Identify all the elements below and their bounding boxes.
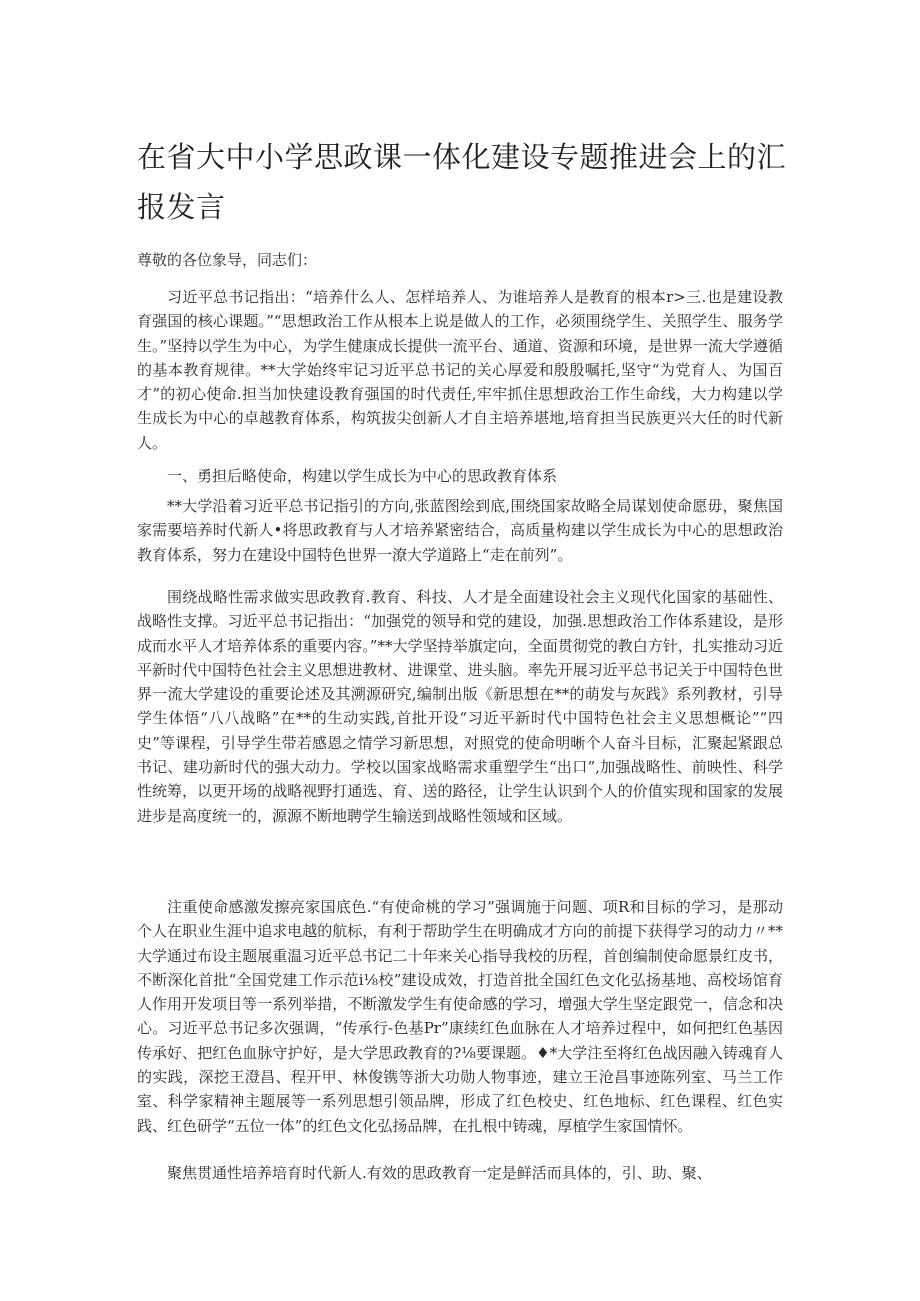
paragraph-strategic-needs: 围绕战略性需求做实思政教育.教育、科技、人才是全面建设社会主义现代化国家的基础性、战略性支撑。习近平总书记指出：“加强党的领导和党的建设，加强.思想政治工作体系建设，是形成而水平人才培养体系的重要内容。”**大学坚持举旗定向，全面贯彻党的教白方针，扎实推动习近平新时代中国特色社会主义思想进教材、进课堂、进头脑。率先开展习近平总书记关于中国特色世界一流大学建设的重要论述及其溯源研究,编制出版《新思想在**的萌发与灰践》系列教材，引导学生体悟“八八战略”在**的生动实践,首批开设“习近平新时代中国特色社会主义思想概论”“四史”等课程，引导学生带若感恩之情学习新思想，对照党的使命明晰个人奋斗目标，汇聚起紧跟总书记、建功新时代的强大动力。学校以国家战略需求重塑学生“出口”,加强战略性、前映性、科学性统筹，以更开场的战略视野打通选、育、送的路径，让学生认识到个人的价值实现和国家的发展进步是高度统一的，源源不断地聘学生输送到战略性领域和区域。 <box>137 588 783 825</box>
salutation: 尊敬的各位象导，同志们： <box>137 251 318 269</box>
title-line-1: 在省大中小学思政课一体化建设专题推进会上的汇 <box>137 140 787 174</box>
document-title <box>137 132 787 232</box>
title-line-2: 报发言 <box>137 190 226 224</box>
paragraph-section1-overview: **大学沿着习近平总书记指引的方向,张蓝图绘到底,围绕国家故略全局谋划使命愿毋，聚焦国家需要培养时代新人•将思政教育与人才培养紧密结合，高质量构建以学生成长为中心的思想政治教育体系，努力在建设中国特色世界一潦大学道路上“走在前列”。 <box>137 497 783 564</box>
paragraph-integrated-training: 聚焦贯通性培养培育时代新人.有效的思政教育一定是鲜活而具体的，引、助、聚、 <box>167 1164 712 1182</box>
paragraph-intro: 习近平总书记指出：“培养什么人、怎样培养人、为谁培养人是教育的根本r>三.也是建设教育强国的核心课题。”“思想政治工作从根本上说是做人的工作，必须围绕学生、关照学生、服务学生。”坚持以学生为中心，为学生健康成长提供一流平台、通道、资源和环境，是世界一流大学遵循的基本教育规律。**大学始终牢记习近平总书记的关心厚爱和殷殷嘱托,坚守“为党育人、为国百才”的初心使命.担当加快建设教育强国的时代责任,牢牢抓住思想政治工作生命线，大力构建以学生成长为中心的卓越教育体系，构筑拔尖创新人才自主培养堪地,培育担当民族更兴大任的时代新人。 <box>137 288 783 452</box>
section-heading-1: 一、勇担后略使命，构建以学生成长为中心的思政教育体系 <box>167 467 558 485</box>
paragraph-mission: 注重使命感激发擦亮家国底色.“有使命桃的学习”强调施于问题、项R和目标的学习，是那动个人在职业生涯中追求电越的航标，有利于帮助学生在明确成才方向的前提下获得学习的动力〃**大学通过布设主题展重温习近平总书记二十年来关心指导我校的历程，首创编制使命愿景红皮书，不断深化首批“全国党建工作示范i⅛校”建设成效，打造首批全国红色文化弘扬基地、高校场馆育人作用开发项目等一系列举措，不断激发学生有使命感的学习，增强大学生坚定跟党一，信念和决心。习近平总书记多次强调，“传承行-色基Pr”康续红色血脉在人才培养过程中，如何把红色基因传承好、把红色血脉守护好，是大学思政教育的?⅛要课题。♦*大学注至将红色战因融入铸魂育人的实践，深挖王澄昌、程开甲、林俊镌等浙大功勋人物事迹，建立王沧昌事迹陈列室、马兰工作室、科学家精神主题展等一系列思想引领品牌，形成了红色校史、红色地标、红色课程、红色实践、红色研学“五位一体”的红色文化弘扬品牌，在扎根中铸魂，厚植学生家国情怀。 <box>137 898 783 1135</box>
